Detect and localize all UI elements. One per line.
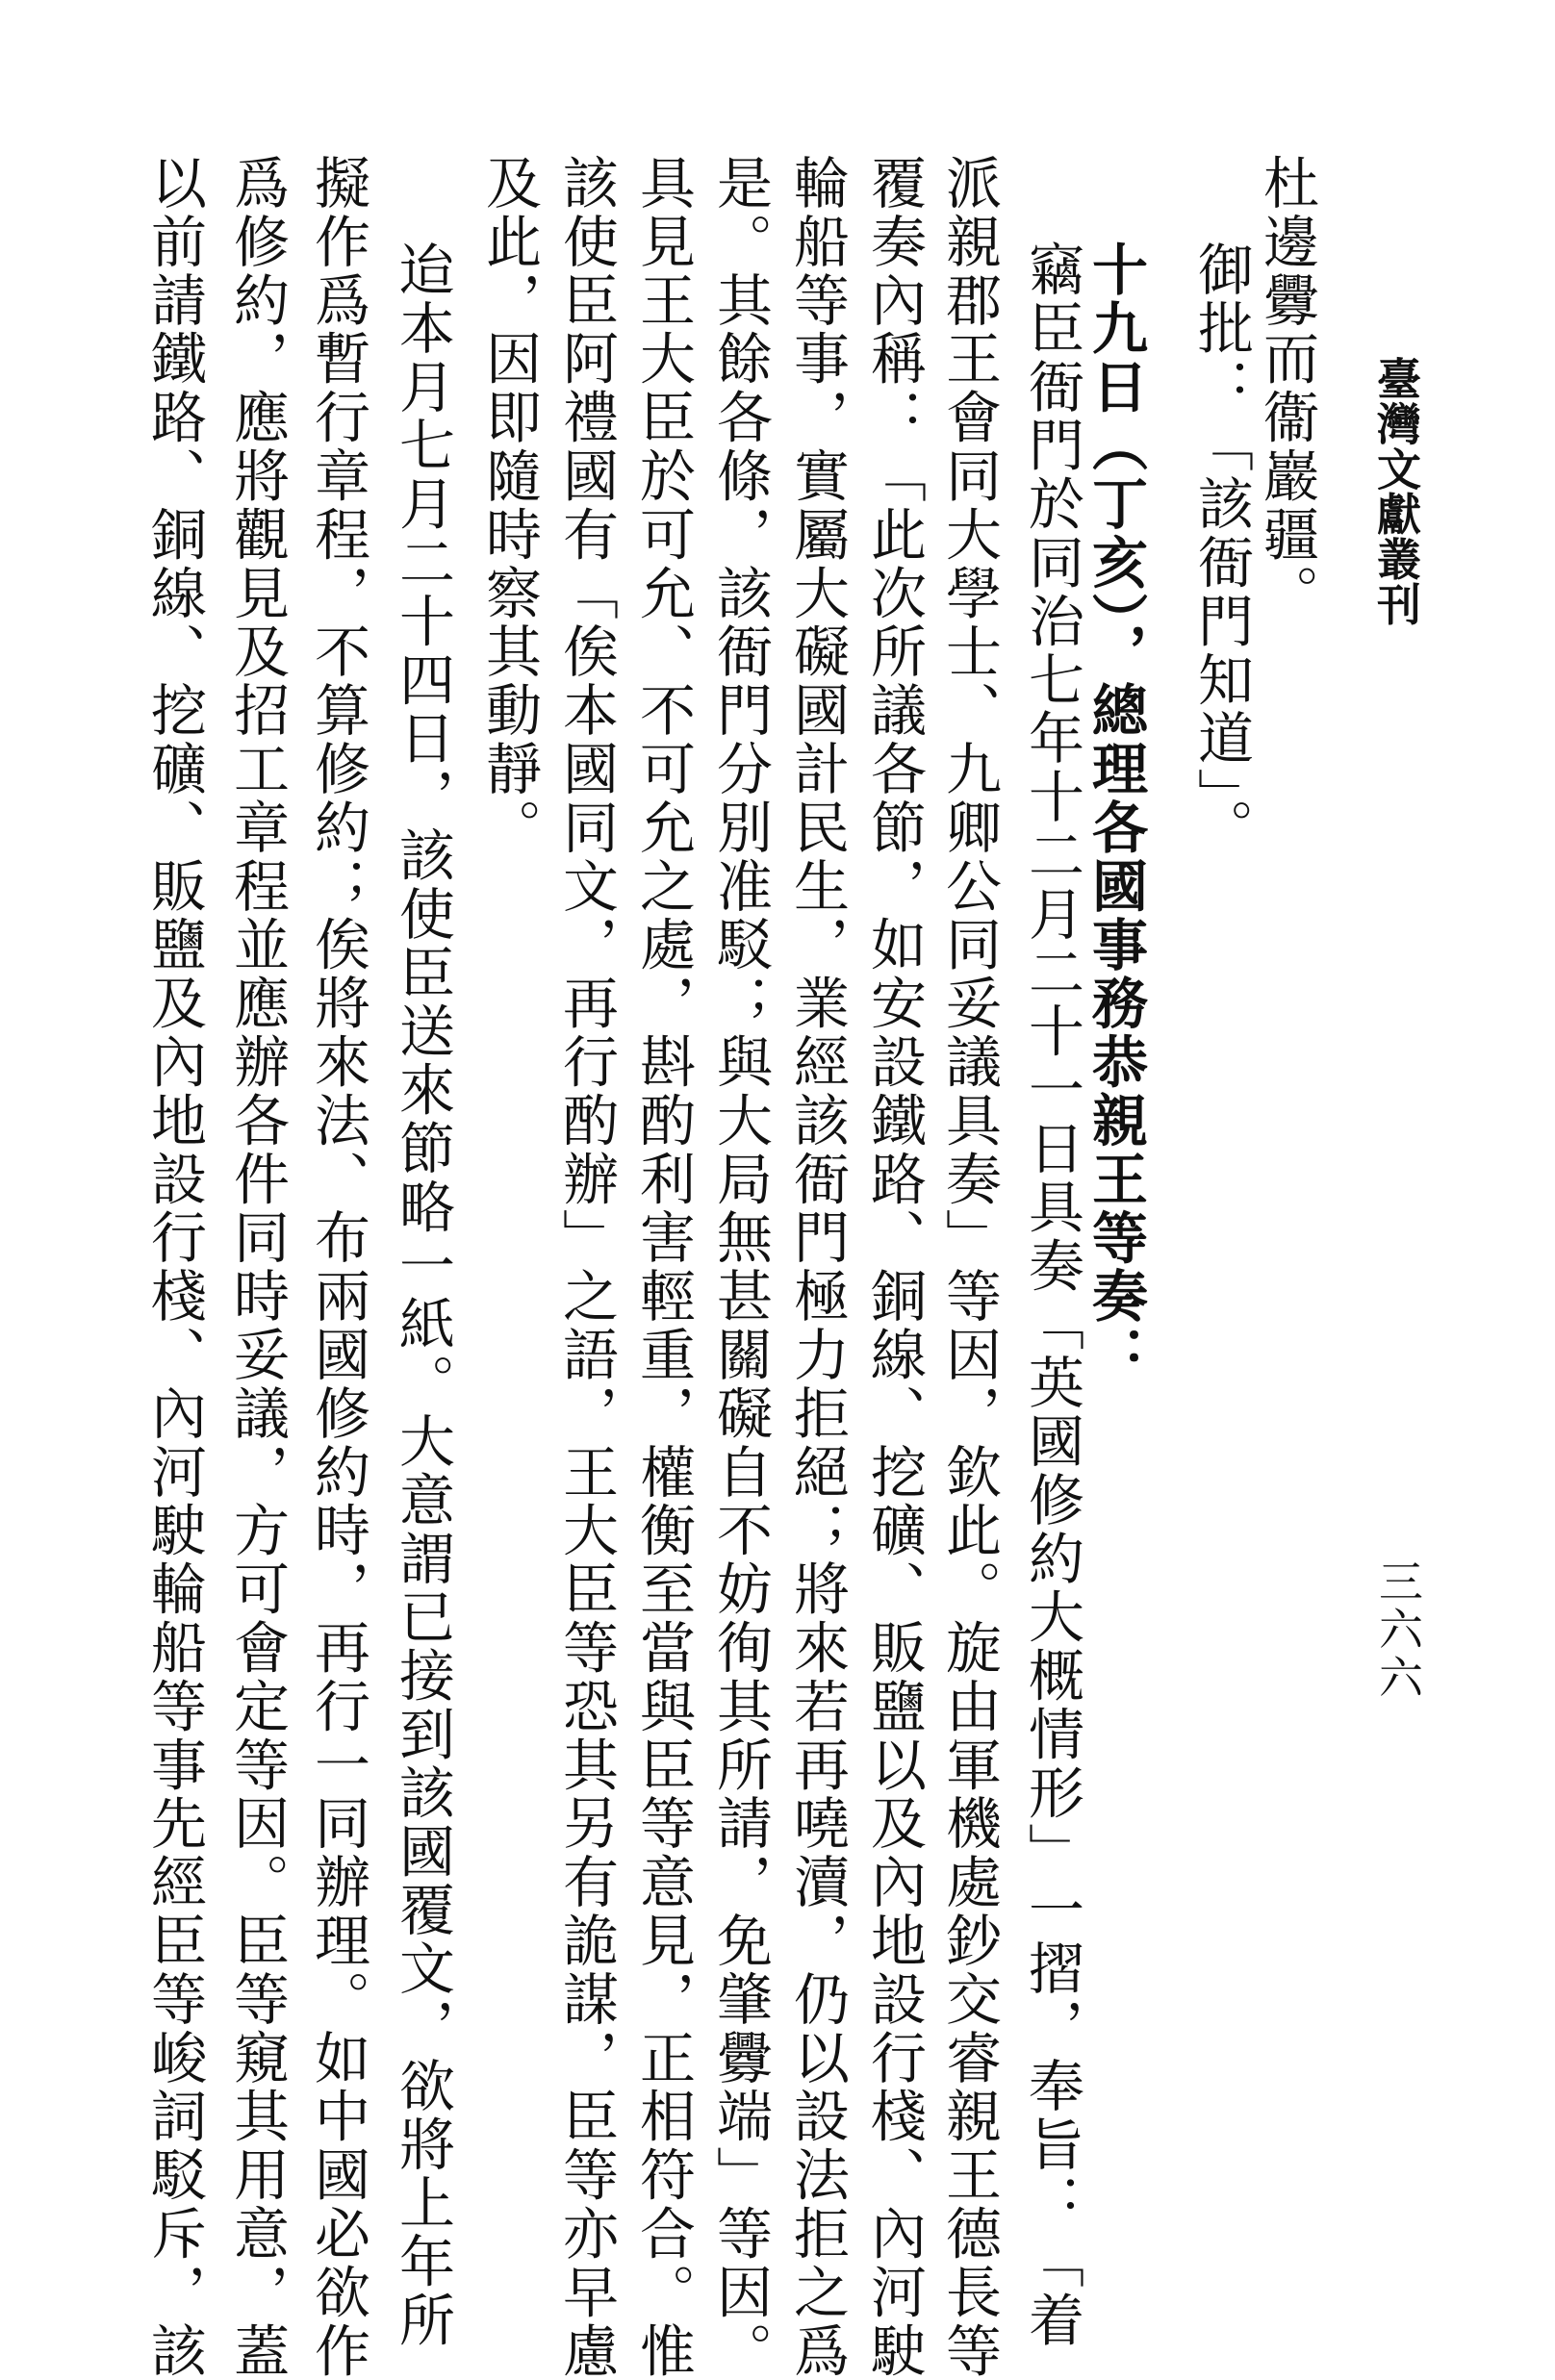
- text-column-14: 爲修約，應將觀見及招工章程並應辦各件同時妥議，方可會定等因。臣等窺其用意，蓋: [224, 154, 290, 2380]
- text-column-5: 派親郡王會同大學士、九卿公同妥議具奏」等因，欽此。旋由軍機處鈔交睿親王德長等: [936, 154, 1002, 2380]
- text-column-4: 竊臣衙門於同治七年十二月二十一日具奏「英國修約大概情形」一摺，奉旨：「着: [1019, 241, 1084, 2350]
- running-header-title: 臺灣文獻叢刊: [1370, 356, 1422, 627]
- text-column-15: 以前請鐵路、銅線、挖礦、販鹽及內地設行棧、內河駛輪船等事先經臣等峻詞駁斥，該: [141, 154, 207, 2380]
- text-column-1: 杜邊釁而衞巖疆。: [1254, 154, 1319, 623]
- text-column-8: 是。其餘各條，該衙門分別准駁；與大局無甚關礙自不妨徇其所請，免肇釁端」等因。: [707, 154, 773, 2380]
- text-column-3: 十九日（丁亥），總理各國事務恭親王等奏：: [1083, 241, 1148, 1384]
- text-column-6: 覆奏內稱：「此次所議各節，如安設鐵路、銅線、挖礦、販鹽以及內地設行棧、內河駛: [861, 154, 927, 2380]
- text-column-2: 御批：「該衙門知道」。: [1188, 241, 1254, 857]
- text-column-12: 迨本月七月二十四日，該使臣送來節略一紙。大意謂已接到該國覆文，欲將上年所: [390, 241, 455, 2350]
- text-column-9: 具見王大臣於可允、不可允之處，斟酌利害輕重，權衡至當與臣等意見，正相符合。惟: [630, 154, 696, 2380]
- text-column-11: 及此，因即隨時察其動靜。: [476, 154, 542, 857]
- page-number: 三六六: [1372, 1558, 1424, 1703]
- text-column-10: 該使臣阿禮國有「俟本國同文，再行酌辦」之語，王大臣等恐其另有詭謀，臣等亦早慮: [553, 154, 619, 2380]
- text-column-13: 擬作爲暫行章程，不算修約；俟將來法、布兩國修約時，再行一同辦理。如中國必欲作: [305, 154, 370, 2380]
- text-column-7: 輪船等事，實屬大礙國計民生，業經該衙門極力拒絕；將來若再嘵瀆，仍以設法拒之爲: [784, 154, 850, 2380]
